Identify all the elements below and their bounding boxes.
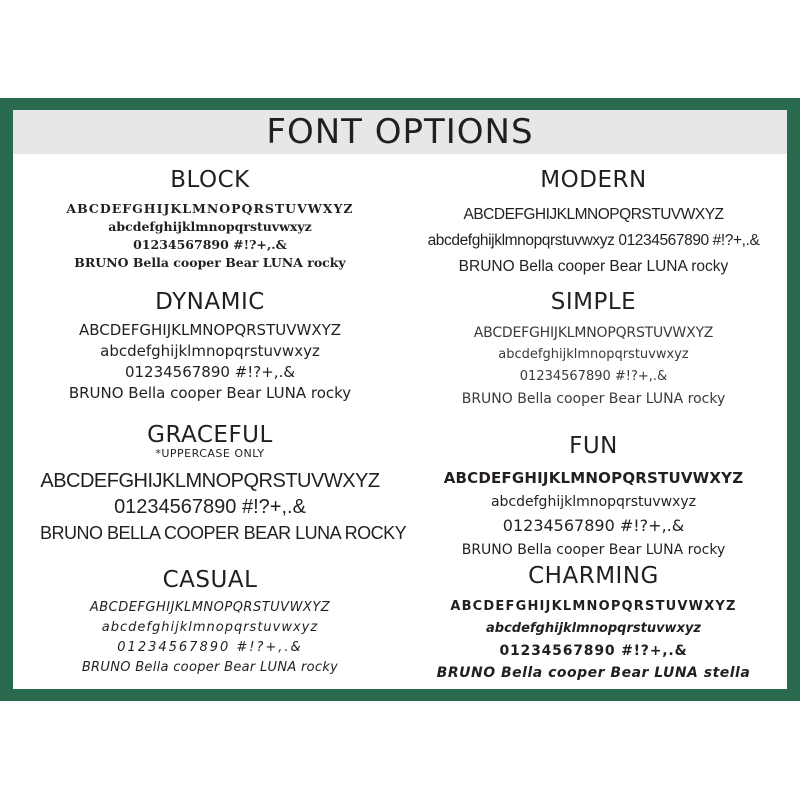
sample-uppercase: ABCDEFGHIJKLMNOPQRSTUVWXYZ bbox=[78, 321, 342, 339]
sample-lowercase: abcdefghijklmnopqrstuvwxyz bbox=[108, 219, 312, 234]
sample-names: BRUNO Bella cooper Bear LUNA stella bbox=[436, 665, 751, 681]
sample-uppercase: ABCDEFGHIJKLMNOPQRSTUVWXYZ bbox=[443, 469, 744, 487]
sample-names: BRUNO Bella cooper Bear LUNA rocky bbox=[68, 384, 352, 402]
sample-uppercase: ABCDEFGHIJKLMNOPQRSTUVWXYZ bbox=[89, 600, 331, 615]
font-sample-dynamic bbox=[25, 288, 395, 404]
sample-numbers: 01234567890 #!?+,.& bbox=[499, 643, 688, 659]
font-heading-casual: CASUAL bbox=[162, 567, 258, 593]
sample-names: BRUNO Bella cooper Bear LUNA rocky bbox=[81, 660, 339, 675]
sample-names: BRUNO Bella cooper Bear LUNA rocky bbox=[458, 258, 729, 275]
font-options-panel bbox=[13, 110, 787, 689]
sample-numbers: 01234567890 #!?+,.& bbox=[117, 640, 303, 655]
font-heading-simple: SIMPLE bbox=[550, 289, 637, 315]
font-heading-graceful: GRACEFUL bbox=[147, 422, 273, 448]
sample-names: BRUNO Bella cooper Bear LUNA rocky bbox=[74, 255, 346, 270]
sample-uppercase: ABCDEFGHIJKLMNOPQRSTUVWXYZ bbox=[40, 470, 380, 492]
sample-lowercase: abcdefghijklmnopqrstuvwxyz bbox=[100, 342, 320, 360]
sample-lowercase: abcdefghijklmnopqrstuvwxyz bbox=[101, 620, 319, 635]
sample-names: BRUNO BELLA COOPER BEAR LUNA ROCKY bbox=[40, 523, 407, 543]
sample-numbers: 01234567890 #!?+,.& bbox=[502, 516, 685, 535]
sample-uppercase: ABCDEFGHIJKLMNOPQRSTUVWXYZ bbox=[450, 599, 737, 614]
sample-lowercase: abcdefghijklmnopqrstuvwxyz bbox=[498, 347, 689, 362]
font-sample-casual bbox=[35, 566, 385, 678]
sample-lowercase: abcdefghijklmnopqrstuvwxyz bbox=[490, 494, 697, 510]
font-heading-dynamic: DYNAMIC bbox=[155, 289, 265, 315]
font-sample-block bbox=[40, 166, 380, 272]
font-heading-block: BLOCK bbox=[170, 167, 250, 193]
sample-uppercase: ABCDEFGHIJKLMNOPQRSTUVWXYZ bbox=[66, 201, 354, 216]
sample-numbers: 01234567890 #!?+,.& bbox=[133, 237, 287, 252]
sample-numbers: 01234567890 #!?+,.& bbox=[124, 363, 296, 381]
font-heading-modern: MODERN bbox=[540, 167, 647, 193]
sample-names: BRUNO Bella cooper Bear LUNA rocky bbox=[461, 542, 726, 558]
sample-uppercase: ABCDEFGHIJKLMNOPQRSTUVWXYZ bbox=[463, 206, 724, 223]
green-frame bbox=[0, 98, 800, 701]
sample-numbers: 01234567890 #!?+,.& bbox=[114, 496, 306, 518]
uppercase-only-note: *UPPERCASE ONLY bbox=[155, 447, 265, 460]
font-sample-simple bbox=[421, 288, 766, 410]
sample-lowercase-numbers: abcdefghijklmnopqrstuvwxyz 01234567890 #!?+,.& bbox=[427, 232, 760, 249]
page-title: FONT OPTIONS bbox=[266, 112, 534, 152]
sample-numbers: 01234567890 #!?+,.& bbox=[519, 369, 668, 384]
sample-lowercase: abcdefghijklmnopqrstuvwxyz bbox=[485, 621, 701, 636]
font-sample-modern bbox=[411, 166, 776, 280]
sample-uppercase: ABCDEFGHIJKLMNOPQRSTUVWXYZ bbox=[473, 325, 714, 341]
font-sample-fun bbox=[421, 432, 766, 562]
title-bar bbox=[13, 110, 787, 154]
font-heading-fun: FUN bbox=[569, 433, 618, 459]
font-heading-charming: CHARMING bbox=[528, 563, 659, 589]
font-sample-charming bbox=[421, 562, 766, 684]
sample-names: BRUNO Bella cooper Bear LUNA rocky bbox=[461, 391, 726, 407]
font-sample-graceful bbox=[40, 422, 407, 546]
